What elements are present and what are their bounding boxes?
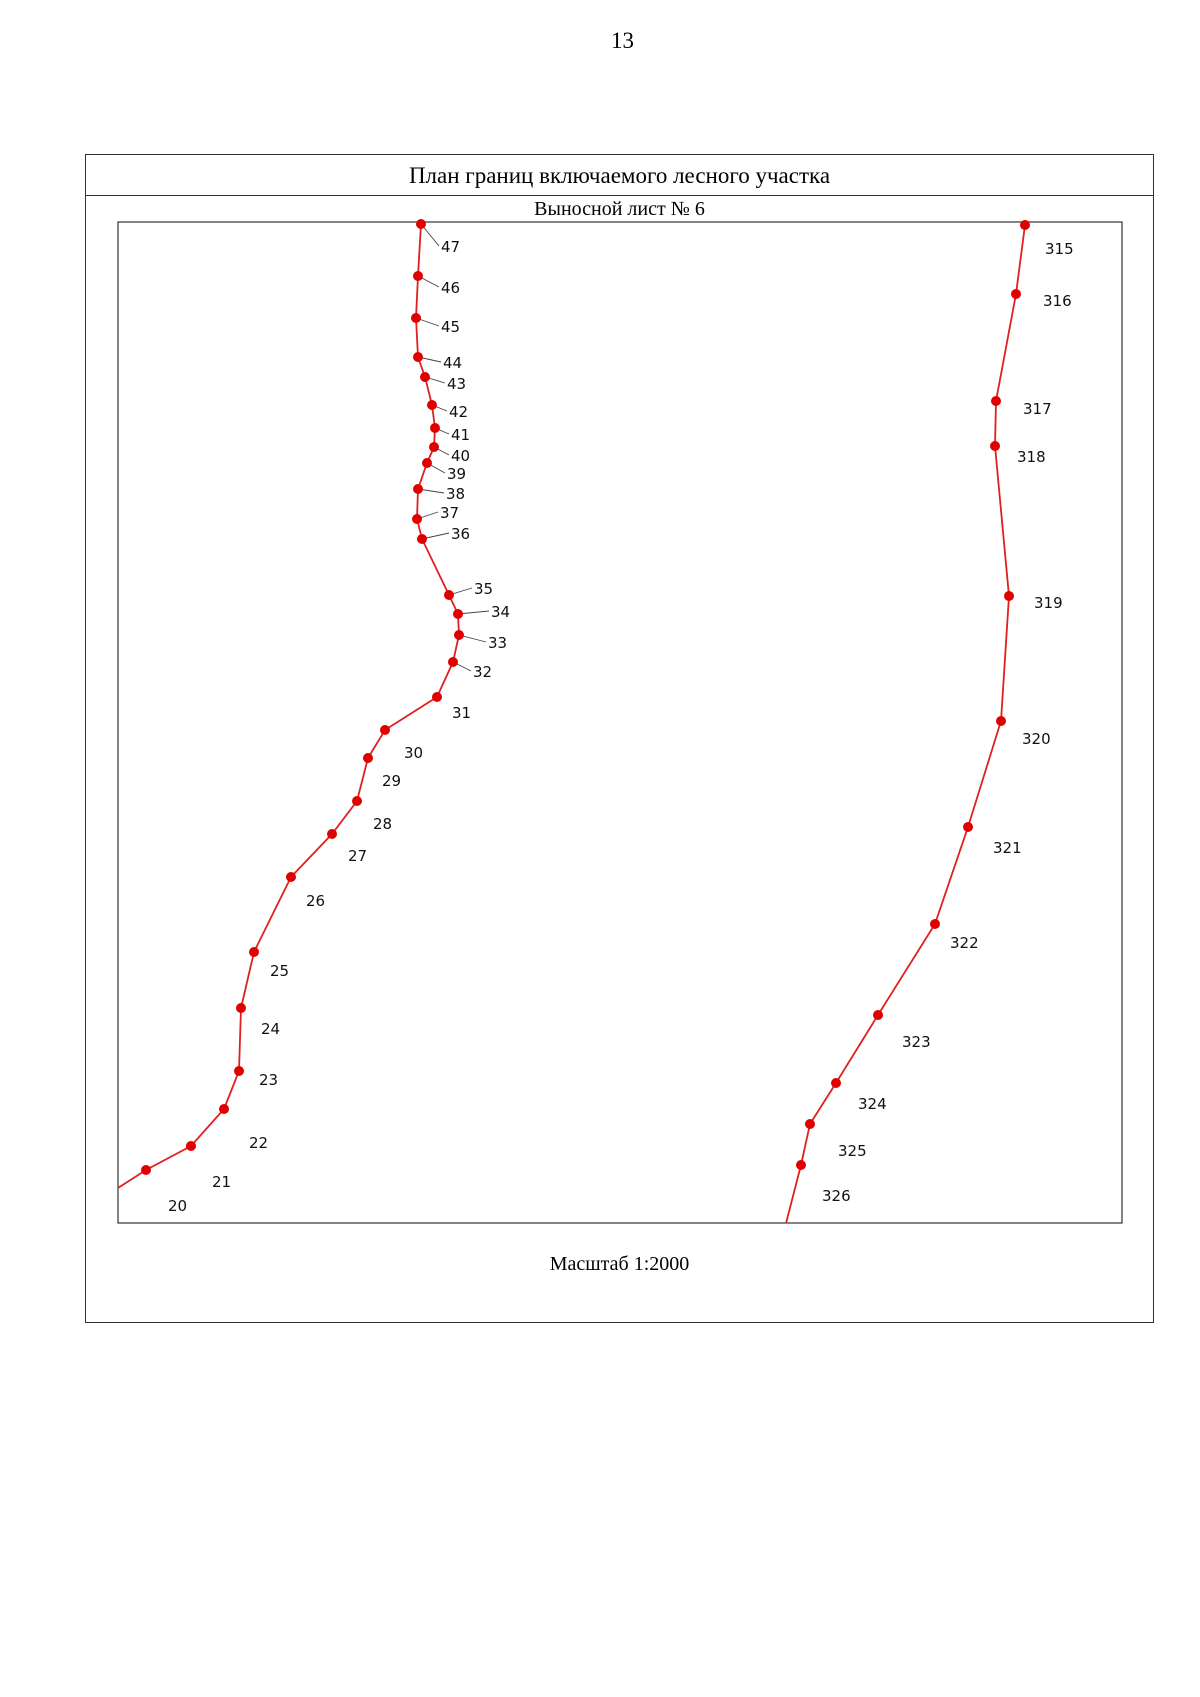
point-label-318: 318 [1017, 448, 1046, 466]
point-label-46: 46 [441, 279, 461, 297]
right-boundary-line [783, 195, 1029, 1235]
point-label-43: 43 [447, 375, 467, 393]
point-label-28: 28 [373, 815, 393, 833]
sheet-subtitle: Выносной лист № 6 [534, 198, 705, 220]
boundary-point-45 [411, 313, 421, 323]
boundary-point-21 [186, 1141, 196, 1151]
boundary-point-34 [453, 609, 463, 619]
boundary-point-47 [416, 219, 426, 229]
boundary-point-28 [352, 796, 362, 806]
boundary-point-44 [413, 352, 423, 362]
boundary-point-37 [412, 514, 422, 524]
boundary-point-31 [432, 692, 442, 702]
point-label-33: 33 [488, 634, 508, 652]
boundary-point-322 [930, 919, 940, 929]
boundary-point-318 [990, 441, 1000, 451]
boundary-point-26 [286, 872, 296, 882]
boundary-point-33 [454, 630, 464, 640]
point-label-325: 325 [838, 1142, 867, 1160]
point-label-20: 20 [168, 1197, 188, 1215]
point-label-32: 32 [473, 663, 493, 681]
boundary-point-23 [234, 1066, 244, 1076]
boundary-point-35 [444, 590, 454, 600]
boundary-point-324 [831, 1078, 841, 1088]
boundary-point-29 [363, 753, 373, 763]
boundary-point-325 [805, 1119, 815, 1129]
point-label-320: 320 [1022, 730, 1051, 748]
point-label-23: 23 [259, 1071, 279, 1089]
left-boundary-line [118, 210, 459, 1188]
point-label-323: 323 [902, 1033, 931, 1051]
point-label-326: 326 [822, 1187, 851, 1205]
point-label-36: 36 [451, 525, 471, 543]
point-label-45: 45 [441, 318, 461, 336]
boundary-point-316 [1011, 289, 1021, 299]
point-label-44: 44 [443, 354, 463, 372]
boundary-point-38 [413, 484, 423, 494]
boundary-point-20 [141, 1165, 151, 1175]
point-label-315: 315 [1045, 240, 1074, 258]
boundary-point-315 [1020, 220, 1030, 230]
page-number: 13 [611, 28, 634, 53]
point-label-316: 316 [1043, 292, 1072, 310]
boundary-point-326 [796, 1160, 806, 1170]
point-label-41: 41 [451, 426, 471, 444]
point-label-322: 322 [950, 934, 979, 952]
point-label-38: 38 [446, 485, 466, 503]
point-label-31: 31 [452, 704, 472, 722]
point-label-42: 42 [449, 403, 469, 421]
point-label-319: 319 [1034, 594, 1063, 612]
scale-label: Масштаб 1:2000 [549, 1253, 690, 1275]
point-label-40: 40 [451, 447, 471, 465]
boundary-point-36 [417, 534, 427, 544]
boundary-point-25 [249, 947, 259, 957]
point-label-25: 25 [270, 962, 290, 980]
boundary-point-46 [413, 271, 423, 281]
point-label-29: 29 [382, 772, 402, 790]
boundary-point-319 [1004, 591, 1014, 601]
point-label-34: 34 [491, 603, 511, 621]
point-label-21: 21 [212, 1173, 232, 1191]
point-label-37: 37 [440, 504, 460, 522]
point-label-47: 47 [441, 238, 461, 256]
point-label-317: 317 [1023, 400, 1052, 418]
boundary-point-317 [991, 396, 1001, 406]
point-label-324: 324 [858, 1095, 887, 1113]
boundary-point-40 [429, 442, 439, 452]
point-label-30: 30 [404, 744, 424, 762]
boundary-point-27 [327, 829, 337, 839]
boundary-point-321 [963, 822, 973, 832]
point-label-321: 321 [993, 839, 1022, 857]
point-label-24: 24 [261, 1020, 281, 1038]
boundary-point-42 [427, 400, 437, 410]
boundary-point-39 [422, 458, 432, 468]
boundary-point-323 [873, 1010, 883, 1020]
point-label-35: 35 [474, 580, 494, 598]
boundary-point-43 [420, 372, 430, 382]
boundary-point-320 [996, 716, 1006, 726]
point-label-39: 39 [447, 465, 467, 483]
boundary-point-32 [448, 657, 458, 667]
point-label-22: 22 [249, 1134, 269, 1152]
boundary-point-30 [380, 725, 390, 735]
boundary-point-22 [219, 1104, 229, 1114]
point-label-26: 26 [306, 892, 326, 910]
point-label-27: 27 [348, 847, 368, 865]
boundary-point-41 [430, 423, 440, 433]
boundary-point-24 [236, 1003, 246, 1013]
plan-title: План границ включаемого лесного участка [86, 155, 1153, 196]
